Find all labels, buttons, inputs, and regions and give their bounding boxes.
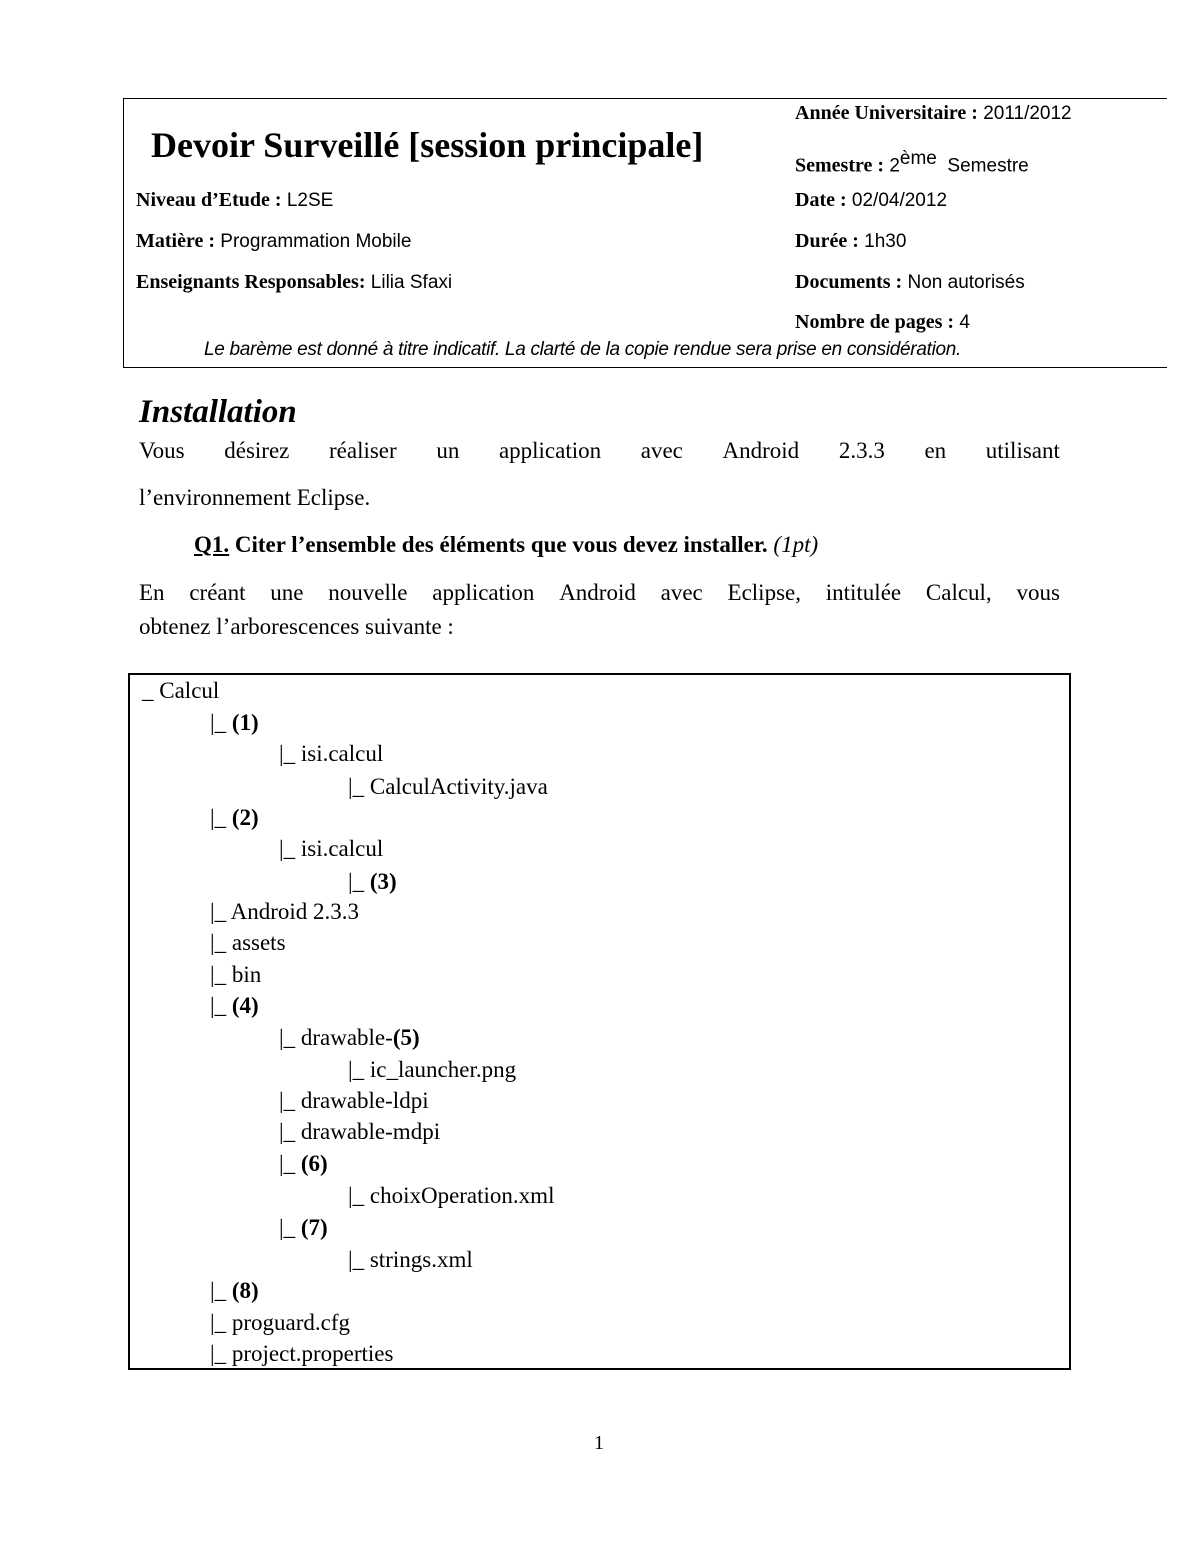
grading-note: Le barème est donné à titre indicatif. La clarté de la copie rendue sera prise en considération. [204, 339, 962, 360]
field-date: Date : 02/04/2012 [795, 189, 948, 211]
project-tree-box [128, 673, 1071, 1370]
tree-line: |_ (7) [279, 1215, 328, 1240]
field-matiere: Matière : Programmation Mobile [136, 230, 412, 252]
tree-line: |_ (2) [210, 805, 259, 830]
page-number: 1 [594, 1432, 604, 1454]
tree-line: |_ choixOperation.xml [348, 1183, 555, 1208]
tree-line: |_ assets [210, 930, 286, 955]
header-border-bottom [123, 367, 1167, 368]
header-border-left [123, 98, 124, 368]
tree-line: |_ project.properties [210, 1341, 394, 1366]
field-annee: Année Universitaire : 2011/2012 [795, 102, 1072, 124]
tree-line: |_ drawable-ldpi [279, 1088, 429, 1113]
field-enseignants: Enseignants Responsables: Lilia Sfaxi [136, 271, 453, 293]
tree-line: |_ ic_launcher.png [348, 1057, 517, 1082]
tree-line: |_ strings.xml [348, 1247, 473, 1272]
tree-line: |_ (3) [348, 869, 397, 894]
tree-line: |_ (8) [210, 1278, 259, 1303]
tree-line: |_ drawable-mdpi [279, 1119, 441, 1144]
field-duree: Durée : 1h30 [795, 230, 907, 252]
tree-line: |_ CalculActivity.java [348, 774, 548, 799]
field-documents: Documents : Non autorisés [795, 271, 1025, 293]
intro-line-2: l’environnement Eclipse. [139, 485, 371, 510]
tree-line: |_ bin [210, 962, 262, 987]
para-line-1: En créant une nouvelle application Android avec Eclipse, intitulée Calcul, vous [139, 580, 1060, 605]
tree-line: |_ isi.calcul [279, 836, 384, 861]
intro-line-1: Vous désirez réaliser un application avec Android 2.3.3 en utilisant [139, 438, 1060, 463]
tree-line: |_ drawable-(5) [279, 1025, 420, 1050]
tree-line: |_ proguard.cfg [210, 1310, 351, 1335]
tree-line: |_ Android 2.3.3 [210, 899, 360, 924]
exam-title: Devoir Surveillé [session principale] [151, 125, 704, 165]
tree-line: |_ (1) [210, 710, 259, 735]
field-niveau: Niveau d’Etude : L2SE [136, 189, 334, 211]
header-border-top [123, 98, 1167, 99]
para-line-2: obtenez l’arborescences suivante : [139, 614, 454, 639]
tree-line: |_ (4) [210, 993, 259, 1018]
tree-line: |_ isi.calcul [279, 741, 384, 766]
question-1: Q1. Citer l’ensemble des éléments que vous devez installer. (1pt) [194, 532, 819, 557]
field-semestre: Semestre : 2ème Semestre [795, 148, 1029, 177]
field-nombre-pages: Nombre de pages : 4 [795, 311, 970, 333]
tree-line: _ Calcul [142, 678, 220, 703]
tree-line: |_ (6) [279, 1151, 328, 1176]
section-title: Installation [139, 394, 297, 430]
